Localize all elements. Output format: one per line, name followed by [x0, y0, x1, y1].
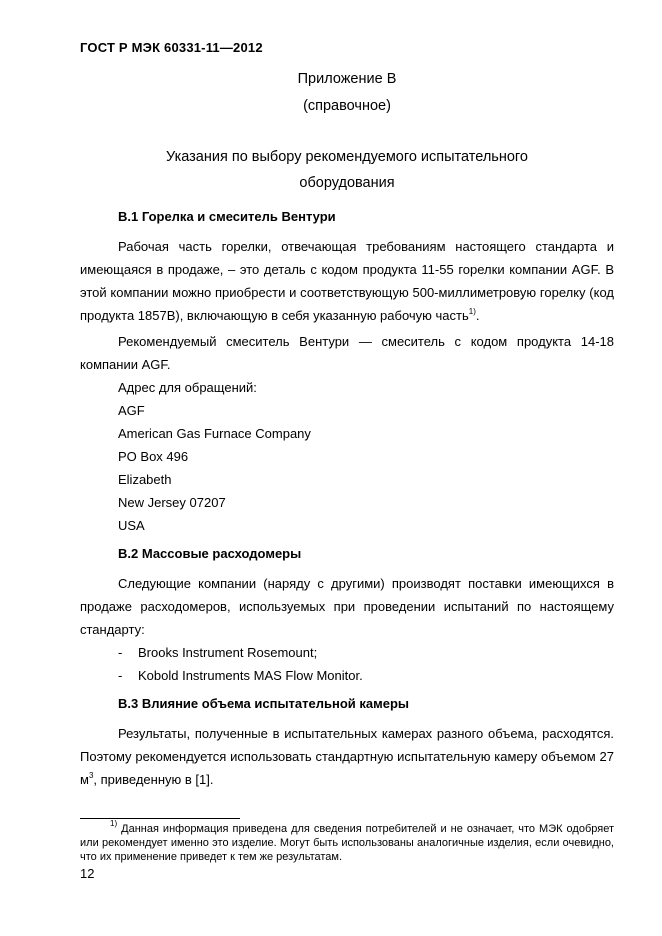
document-title-line1: Указания по выбору рекомендуемого испытательного [166, 149, 528, 165]
list-item-text: Kobold Instruments MAS Flow Monitor. [138, 668, 363, 683]
address-line: PO Box 496 [118, 449, 189, 464]
list-item [118, 641, 317, 664]
address-line: USA [118, 518, 145, 533]
address-line: American Gas Furnace Company [118, 426, 311, 441]
section-b2-paragraph-text: Следующие компании (наряду с другими) производят поставки имеющихся в продаже расходомеров, используемых при проведении испытаний по настоящему стандарту: [80, 576, 614, 637]
address-line: AGF [118, 403, 145, 418]
footnote-text: Данная информация приведена для сведения потребителей и не означает, что МЭК одобряет или рекомендует именно это изделие. Могут быть использованы аналогичные изделия, если очевидно, что их применение приведет к тем же результатам. [80, 823, 614, 863]
section-b1-paragraph-1-text: Рабочая часть горелки, отвечающая требованиям настоящего стандарта и имеющаяся в продаже, – это деталь с кодом продукта 11-55 горелки компании AGF. В этой компании можно приобрести и соответствующую 500-миллиметровую горелку (код продукта 1857B), включающую в себя указанную рабочую часть [80, 239, 614, 323]
footnote [80, 819, 614, 864]
footnote-reference: 1) [468, 307, 476, 316]
section-b3-paragraph-text: Результаты, полученные в испытательных камерах разного объема, расходятся. Поэтому рекомендуется использовать стандартную испытательную камеру объемом 27 м [80, 726, 614, 787]
section-b2-heading: В.2 Массовые расходомеры [118, 546, 302, 561]
footnote-divider [80, 818, 240, 819]
section-b1-heading: В.1 Горелка и смеситель Вентури [118, 209, 336, 224]
section-b3-paragraph [80, 722, 614, 791]
standard-code-header: ГОСТ Р МЭК 60331-11—2012 [80, 40, 263, 55]
annex-title: Приложение В [297, 71, 397, 87]
footnote-mark: 1) [110, 819, 118, 828]
contact-label: Адрес для обращений: [118, 380, 257, 395]
section-b3-heading: В.3 Влияние объема испытательной камеры [118, 696, 410, 711]
section-b1-paragraph-2-text: Рекомендуемый смеситель Вентури — смеситель с кодом продукта 14-18 компании AGF. [80, 334, 614, 372]
address-line: Elizabeth [118, 472, 172, 487]
section-b3-paragraph-end: , приведенную в [1]. [93, 772, 214, 787]
address-line: New Jersey 07207 [118, 495, 226, 510]
section-b1-paragraph-1 [80, 235, 614, 327]
list-item-text: Brooks Instrument Rosemount; [138, 645, 318, 660]
bullet-marker: - [118, 668, 123, 683]
document-title-line2: оборудования [299, 175, 395, 191]
list-item [118, 664, 363, 687]
bullet-marker: - [118, 645, 123, 660]
superscript-3: 3 [88, 771, 94, 780]
page-number: 12 [80, 866, 95, 881]
section-b1-paragraph-1-end: . [475, 308, 480, 323]
section-b2-paragraph [80, 572, 614, 641]
section-b1-paragraph-2 [80, 330, 614, 376]
annex-type: (справочное) [303, 98, 391, 114]
